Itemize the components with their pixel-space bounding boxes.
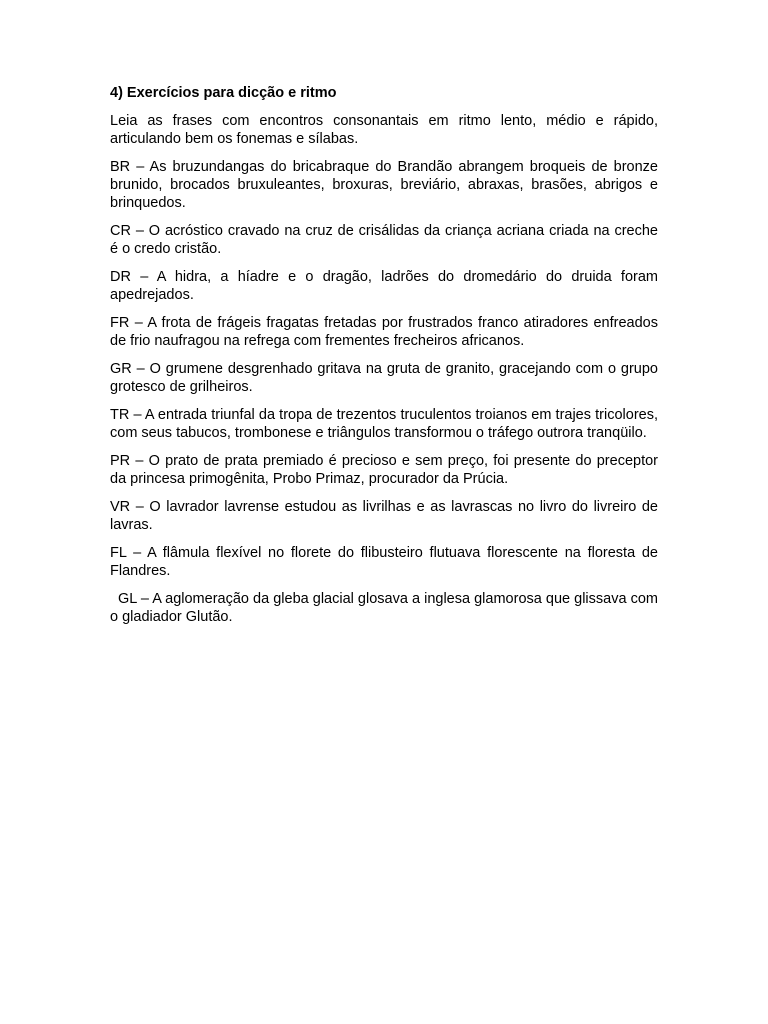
exercise-dr: DR – A hidra, a híadre e o dragão, ladrões do dromedário do druida foram apedrejados. (110, 269, 658, 303)
document-page (110, 84, 658, 636)
exercise-gr: GR – O grumene desgrenhado gritava na gruta de granito, gracejando com o grupo grotesco de grilheiros. (110, 361, 658, 395)
exercise-vr: VR – O lavrador lavrense estudou as livrilhas e as lavrascas no livro do livreiro de lavras. (110, 499, 658, 533)
exercise-pr: PR – O prato de prata premiado é precioso e sem preço, foi presente do preceptor da princesa primogênita, Probo Primaz, procurador da Prúcia. (110, 453, 658, 487)
exercise-fl: FL – A flâmula flexível no florete do flibusteiro flutuava florescente na floresta de Flandres. (110, 545, 658, 579)
exercise-br: BR – As bruzundangas do bricabraque do Brandão abrangem broqueis de bronze brunido, brocados bruxuleantes, broxuras, breviário, abraxas, brasões, abrigos e brinquedos. (110, 159, 658, 211)
exercise-tr: TR – A entrada triunfal da tropa de trezentos truculentos troianos em trajes tricolores, com seus tabucos, trombonese e triângulos transformou o tráfego outrora tranqüilo. (110, 407, 658, 441)
exercise-gl: GL – A aglomeração da gleba glacial glosava a inglesa glamorosa que glissava com o gladiador Glutão. (110, 591, 658, 625)
exercise-cr: CR – O acróstico cravado na cruz de crisálidas da criança acriana criada na creche é o credo cristão. (110, 223, 658, 257)
section-heading: 4) Exercícios para dicção e ritmo (110, 85, 337, 101)
intro-paragraph: Leia as frases com encontros consonantais em ritmo lento, médio e rápido, articulando bem os fonemas e sílabas. (110, 113, 658, 147)
exercise-fr: FR – A frota de frágeis fragatas fretadas por frustrados franco atiradores enfreados de frio naufragou na refrega com frementes frecheiros africanos. (110, 315, 658, 349)
